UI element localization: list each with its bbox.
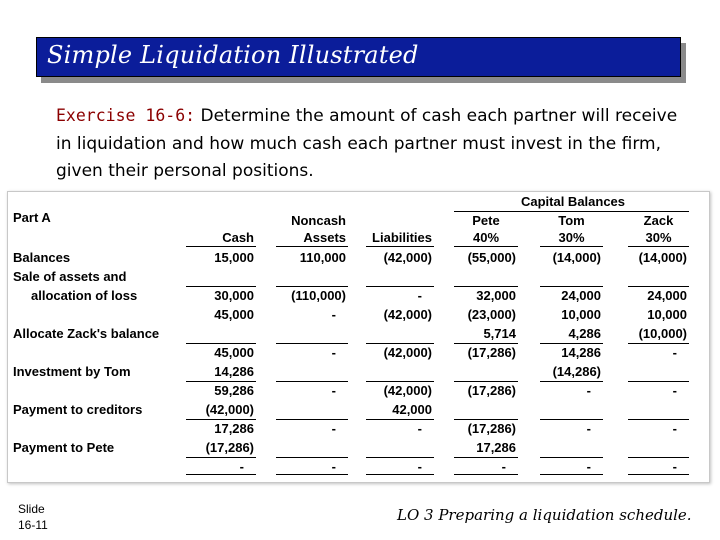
- table-cell: -: [331, 421, 336, 436]
- subtotal-rule: [186, 381, 256, 382]
- table-cell: -: [586, 383, 591, 398]
- table-cell: -: [331, 459, 336, 474]
- exercise-label: Exercise 16-6:: [56, 106, 196, 125]
- subtotal-rule: [454, 457, 518, 458]
- table-cell: -: [417, 288, 422, 303]
- subtotal-rule: [540, 343, 603, 344]
- row-label: Balances: [13, 250, 71, 265]
- table-cell: (17,286): [205, 440, 254, 455]
- table-cell: -: [417, 421, 422, 436]
- exercise-text: Determine the amount of cash each partner will receive in liquidation and how much cash each partner must invest in the firm, given their personal positions.: [56, 106, 678, 181]
- subtotal-rule: [540, 286, 603, 287]
- table-cell: 14,286: [561, 345, 601, 360]
- column-header: 30%: [558, 230, 585, 245]
- table-cell: 59,286: [214, 383, 254, 398]
- table-cell: (17,286): [467, 345, 516, 360]
- column-header-rule: [276, 246, 348, 247]
- subtotal-rule: [186, 419, 256, 420]
- subtotal-rule: [628, 419, 689, 420]
- table-cell: 45,000: [214, 307, 254, 322]
- slide-label: Slide: [18, 502, 45, 516]
- total-rule: [366, 474, 434, 475]
- table-cell: -: [672, 383, 677, 398]
- table-cell: -: [672, 421, 677, 436]
- row-label: Allocate Zack's balance: [13, 326, 160, 341]
- subtotal-rule: [276, 381, 348, 382]
- row-label: Payment to Pete: [13, 440, 115, 455]
- table-cell: 17,286: [476, 440, 516, 455]
- row-label: Sale of assets and: [13, 269, 127, 284]
- slide-number: [18, 501, 48, 533]
- subtotal-rule: [540, 419, 603, 420]
- slide-number-value: 16-11: [18, 518, 48, 532]
- table-cell: (10,000): [638, 326, 687, 341]
- table-cell: -: [239, 459, 244, 474]
- column-header-rule: [540, 246, 603, 247]
- table-cell: -: [331, 345, 336, 360]
- column-header: Tom: [558, 213, 585, 228]
- table-cell: (42,000): [383, 307, 432, 322]
- total-rule: [454, 474, 518, 475]
- subtotal-rule: [276, 457, 348, 458]
- table-cell: (17,286): [467, 383, 516, 398]
- subtotal-rule: [628, 457, 689, 458]
- row-label: Payment to creditors: [13, 402, 143, 417]
- table-cell: (42,000): [383, 345, 432, 360]
- column-header: Cash: [222, 230, 254, 245]
- table-cell: -: [417, 459, 422, 474]
- title-bar: [36, 37, 681, 77]
- column-header-rule: [454, 246, 518, 247]
- column-header: 30%: [645, 230, 672, 245]
- table-cell: 24,000: [561, 288, 601, 303]
- subtotal-rule: [186, 457, 256, 458]
- subtotal-rule: [628, 286, 689, 287]
- part-label: Part A: [13, 210, 51, 225]
- subtotal-rule: [366, 286, 434, 287]
- table-cell: -: [331, 383, 336, 398]
- total-rule: [628, 474, 689, 475]
- column-header-rule: [366, 246, 434, 247]
- total-rule: [540, 474, 603, 475]
- total-rule: [276, 474, 348, 475]
- column-header: Pete: [472, 213, 500, 228]
- exercise-intro: [56, 102, 696, 186]
- table-cell: 14,286: [214, 364, 254, 379]
- subtotal-rule: [366, 457, 434, 458]
- subtotal-rule: [628, 381, 689, 382]
- table-cell: 10,000: [561, 307, 601, 322]
- column-header-rule: [628, 246, 689, 247]
- table-cell: 110,000: [299, 250, 346, 265]
- table-cell: 45,000: [214, 345, 254, 360]
- table-cell: (14,000): [638, 250, 687, 265]
- table-cell: (17,286): [467, 421, 516, 436]
- subtotal-rule: [454, 286, 518, 287]
- learning-objective: LO 3 Preparing a liquidation schedule.: [397, 506, 692, 524]
- subtotal-rule: [454, 419, 518, 420]
- table-cell: -: [331, 307, 336, 322]
- row-label: Investment by Tom: [13, 364, 131, 379]
- subtotal-rule: [540, 457, 603, 458]
- subtotal-rule: [366, 419, 434, 420]
- table-cell: 24,000: [647, 288, 687, 303]
- table-cell: (42,000): [205, 402, 254, 417]
- table-cell: -: [586, 459, 591, 474]
- subtotal-rule: [366, 381, 434, 382]
- table-cell: 30,000: [214, 288, 254, 303]
- table-cell: 15,000: [214, 250, 254, 265]
- row-label: allocation of loss: [31, 288, 138, 303]
- capital-balances-header: Capital Balances: [520, 194, 626, 209]
- column-header: Zack: [643, 213, 674, 228]
- table-cell: 42,000: [392, 402, 432, 417]
- table-cell: (110,000): [291, 288, 346, 303]
- table-cell: 10,000: [647, 307, 687, 322]
- subtotal-rule: [366, 343, 434, 344]
- subtotal-rule: [276, 419, 348, 420]
- total-rule: [186, 474, 256, 475]
- capital-balances-rule: [454, 211, 689, 212]
- table-cell: (42,000): [383, 383, 432, 398]
- table-cell: -: [501, 459, 506, 474]
- column-header: 40%: [472, 230, 500, 245]
- subtotal-rule: [540, 381, 603, 382]
- table-cell: (14,000): [552, 250, 601, 265]
- subtotal-rule: [454, 343, 518, 344]
- subtotal-rule: [186, 343, 256, 344]
- slide-title: Simple Liquidation Illustrated: [47, 41, 419, 69]
- subtotal-rule: [276, 286, 348, 287]
- table-cell: 5,714: [483, 326, 516, 341]
- table-cell: (14,286): [552, 364, 601, 379]
- table-cell: 17,286: [214, 421, 254, 436]
- table-cell: (42,000): [383, 250, 432, 265]
- table-cell: 32,000: [476, 288, 516, 303]
- subtotal-rule: [454, 381, 518, 382]
- table-cell: -: [586, 421, 591, 436]
- table-cell: (55,000): [467, 250, 516, 265]
- column-header: Assets: [303, 230, 346, 245]
- column-header: Liabilities: [372, 230, 432, 245]
- column-header-rule: [186, 246, 256, 247]
- subtotal-rule: [186, 286, 256, 287]
- subtotal-rule: [276, 343, 348, 344]
- table-cell: 4,286: [568, 326, 601, 341]
- column-header: Noncash: [291, 213, 346, 228]
- table-cell: -: [672, 345, 677, 360]
- table-cell: -: [672, 459, 677, 474]
- table-cell: (23,000): [467, 307, 516, 322]
- subtotal-rule: [628, 343, 689, 344]
- liquidation-table: [7, 191, 710, 483]
